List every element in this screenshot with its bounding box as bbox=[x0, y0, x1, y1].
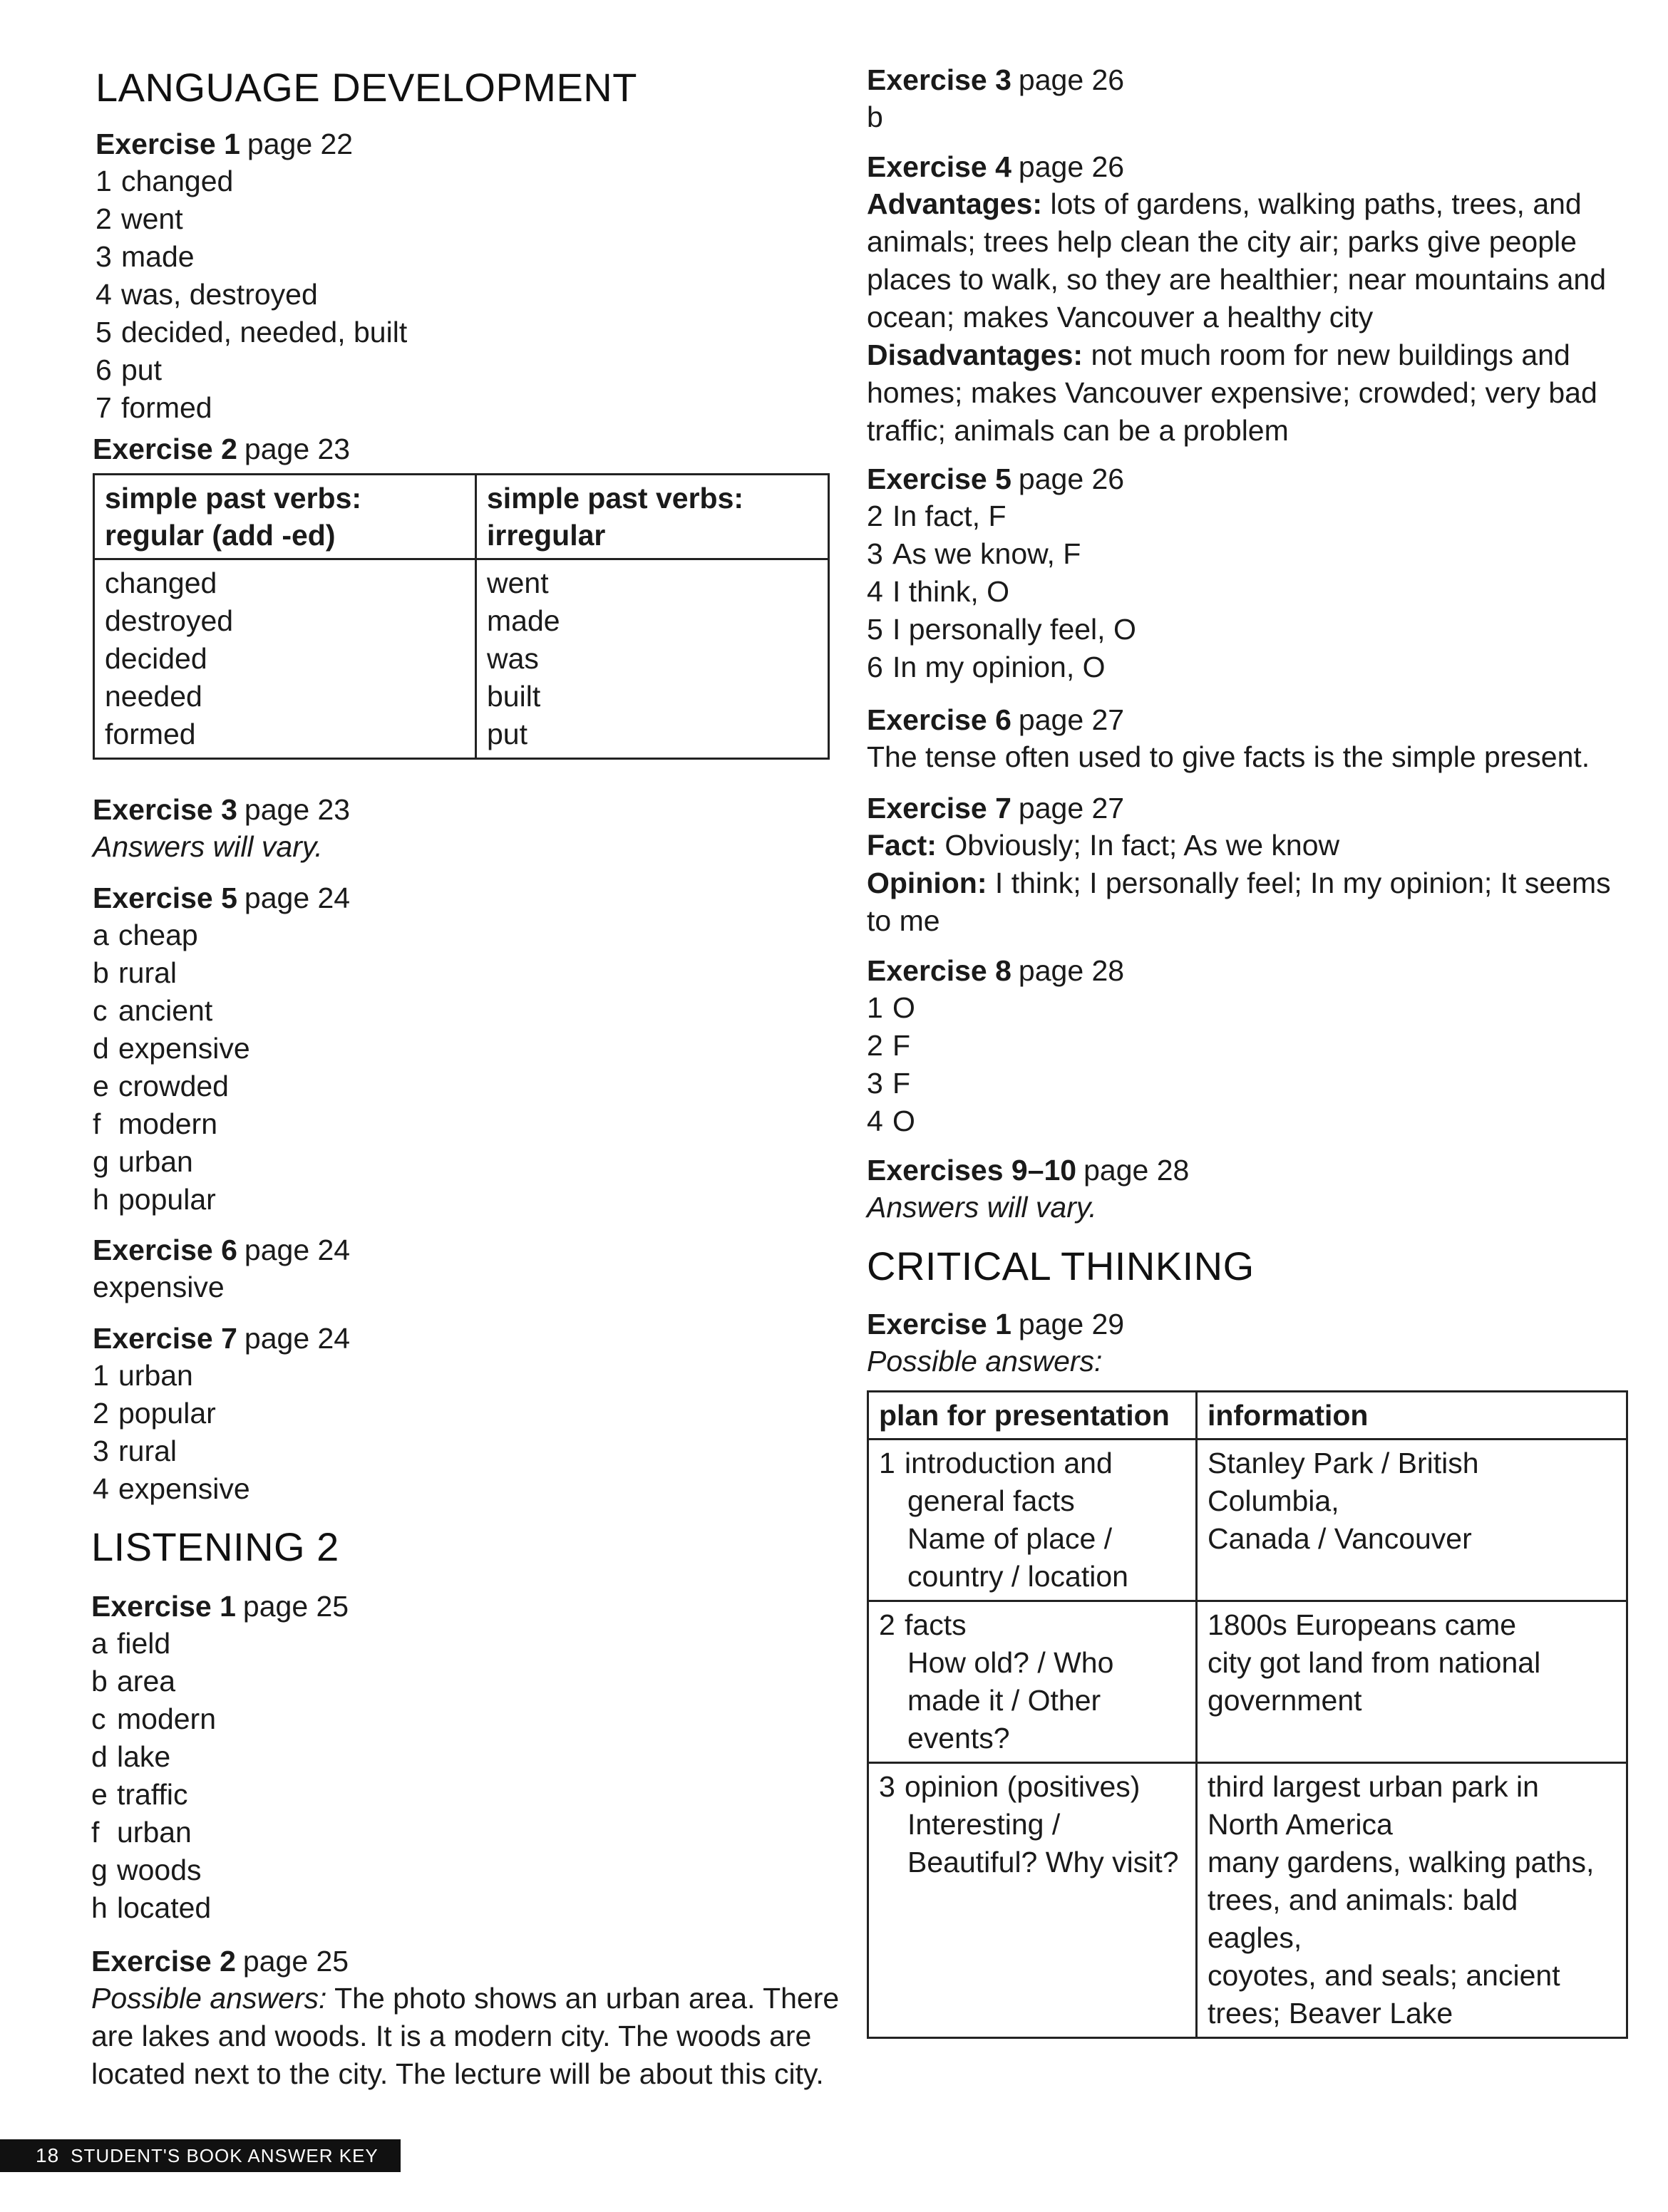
list-item: c modern bbox=[91, 1702, 217, 1735]
list-item: a field bbox=[91, 1627, 171, 1660]
exercise-page: page 22 bbox=[247, 128, 354, 160]
footer-label: STUDENT'S BOOK ANSWER KEY bbox=[71, 2145, 379, 2166]
list-item: 4 O bbox=[867, 1105, 915, 1137]
presentation-plan-table bbox=[867, 1390, 1628, 2039]
list-item: 7 formed bbox=[96, 391, 212, 424]
page-number: 18 bbox=[36, 2144, 60, 2166]
list-item: 6 put bbox=[96, 353, 162, 386]
list-item: 5 decided, needed, built bbox=[96, 316, 408, 348]
list-item: f urban bbox=[91, 1816, 192, 1849]
list-item: 5 I personally feel, O bbox=[867, 613, 1136, 646]
list-item: a cheap bbox=[93, 919, 198, 951]
exercise-3-page26-block: Exercise 3 page 26 b bbox=[867, 63, 1125, 133]
exercise-3-block: Exercise 3 page 23 Answers will vary. bbox=[93, 793, 351, 863]
list-item: 3 As we know, F bbox=[867, 537, 1081, 570]
list-item: 2 In fact, F bbox=[867, 500, 1007, 532]
section-title-critical-thinking: CRITICAL THINKING bbox=[867, 1244, 1255, 1288]
list-item: 1 urban bbox=[93, 1359, 193, 1392]
list-item: 2 popular bbox=[93, 1397, 216, 1430]
critical-thinking-exercise-1-block: Exercise 1 page 29 Possible answers: plan for presentation information 1 introduction and general facts Name of place / country / location Stanley Park / British Columbia, Canada / Vancouver 2 facts How old? / Who made it / Other events? 1800s Europeans came city got land from national government 3 opinion (positives) Interesting / Beautiful? Why visit? third largest urban park in North America many gardens, walking paths, trees, and animals: bald eagles, coyotes, and seals; ancient trees; Beaver Lake bbox=[867, 1306, 1628, 2039]
listening-exercise-2-block: Exercise 2 page 25 Possible answers: The photo shows an urban area. There are lakes and woods. It is a modern city. The woods are located next to the city. The lecture will be about this city. bbox=[91, 1945, 840, 2090]
list-item: b area bbox=[91, 1665, 176, 1697]
list-item: 6 In my opinion, O bbox=[867, 651, 1106, 683]
list-item: 3 rural bbox=[93, 1435, 177, 1467]
exercise-8-block: Exercise 8 page 28 1 O 2 F 3 F 4 O bbox=[867, 952, 1124, 1140]
table-row bbox=[868, 1763, 1627, 2038]
exercise-6-block: Exercise 6 page 24 expensive bbox=[93, 1234, 351, 1303]
exercise-2-block bbox=[93, 430, 830, 760]
list-item: 2 F bbox=[867, 1029, 911, 1062]
exercise-name: Exercise 1 bbox=[96, 128, 240, 160]
list-item: e crowded bbox=[93, 1070, 229, 1102]
list-item: g woods bbox=[91, 1854, 202, 1886]
list-item: 3 F bbox=[867, 1067, 911, 1100]
page-footer bbox=[0, 2139, 401, 2172]
table-cell: changed destroyed decided needed formed bbox=[94, 559, 476, 759]
exercise-6-page27-block: Exercise 6 page 27 The tense often used to give facts is the simple present. bbox=[867, 703, 1590, 773]
list-item: 3 made bbox=[96, 240, 195, 273]
table-cell: 1 introduction and general facts Name of place / country / location bbox=[868, 1440, 1197, 1601]
exercises-9-10-block: Exercises 9–10 page 28 Answers will vary. bbox=[867, 1154, 1190, 1224]
section-title-listening-2: LISTENING 2 bbox=[91, 1524, 339, 1569]
table-cell: 2 facts How old? / Who made it / Other events? bbox=[868, 1601, 1197, 1763]
list-item: h located bbox=[91, 1891, 212, 1924]
list-item: e traffic bbox=[91, 1778, 188, 1811]
list-item: 1 O bbox=[867, 991, 915, 1024]
list-item: b rural bbox=[93, 956, 177, 989]
verbs-table bbox=[93, 473, 830, 760]
list-item: 1 changed bbox=[96, 165, 234, 197]
list-item: c ancient bbox=[93, 994, 213, 1027]
list-item: d lake bbox=[91, 1740, 171, 1773]
listening-exercise-1-block: Exercise 1 page 25 a field b area c modern d lake e traffic f urban g woods h located bbox=[91, 1588, 349, 1927]
list-item: 4 expensive bbox=[93, 1472, 250, 1505]
table-cell: third largest urban park in North America many gardens, walking paths, trees, and animals: bald eagles, coyotes, and seals; ancient trees; Beaver Lake bbox=[1197, 1763, 1627, 2038]
table-cell: Stanley Park / British Columbia, Canada / Vancouver bbox=[1197, 1440, 1627, 1601]
exercise-4-block: Exercise 4 page 26 Advantages: lots of gardens, walking paths, trees, and animals; trees help clean the city air; parks give people places to walk, so they are healthier; near mountains and ocean; makes Vancouver a healthy city Disadvantages: not much room for new buildings and homes; makes Vancouver expensive; crowded; very bad traffic; animals can be a problem bbox=[867, 150, 1606, 447]
exercise-heading bbox=[96, 125, 407, 162]
table-header: simple past verbs: irregular bbox=[476, 475, 829, 559]
table-row bbox=[868, 1601, 1627, 1763]
answer-list bbox=[96, 162, 407, 427]
list-item: g urban bbox=[93, 1145, 193, 1178]
table-cell: 3 opinion (positives) Interesting / Beautiful? Why visit? bbox=[868, 1763, 1197, 2038]
table-header: information bbox=[1197, 1392, 1627, 1440]
exercise-7-block: Exercise 7 page 24 1 urban 2 popular 3 rural 4 expensive bbox=[93, 1320, 350, 1508]
table-header: plan for presentation bbox=[868, 1392, 1197, 1440]
section-title-language-development: LANGUAGE DEVELOPMENT bbox=[96, 65, 637, 110]
list-item: 4 was, destroyed bbox=[96, 278, 318, 311]
exercise-7-page27-block: Exercise 7 page 27 Fact: Obviously; In fact; As we know Opinion: I think; I personally feel; In my opinion; It seems to me bbox=[867, 792, 1611, 937]
exercise-heading: Exercise 2 page 23 bbox=[93, 433, 351, 465]
table-header: simple past verbs: regular (add -ed) bbox=[94, 475, 476, 559]
table-cell: went made was built put bbox=[476, 559, 829, 759]
exercise-5-block: Exercise 5 page 24 a cheap b rural c ancient d expensive e crowded f modern g urban h popular bbox=[93, 879, 350, 1219]
list-item: d expensive bbox=[93, 1032, 250, 1065]
list-item: 2 went bbox=[96, 202, 183, 235]
list-item: 4 I think, O bbox=[867, 575, 1010, 608]
table-cell: 1800s Europeans came city got land from national government bbox=[1197, 1601, 1627, 1763]
list-item: f modern bbox=[93, 1107, 218, 1140]
exercise-5-page26-block: Exercise 5 page 26 2 In fact, F 3 As we know, F 4 I think, O 5 I personally feel, O 6 In my opinion, O bbox=[867, 460, 1136, 686]
exercise-1-block bbox=[96, 125, 407, 427]
list-item: h popular bbox=[93, 1183, 216, 1216]
table-row bbox=[868, 1440, 1627, 1601]
